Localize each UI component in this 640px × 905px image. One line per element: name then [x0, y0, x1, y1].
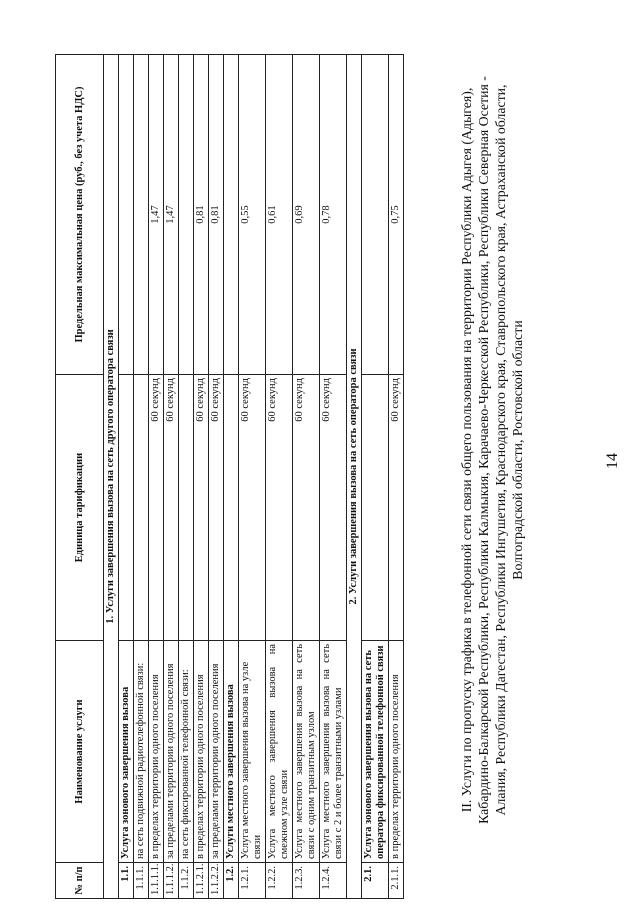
table-row — [179, 55, 194, 899]
row-unit: 60 секунд — [164, 375, 179, 641]
page-number: 14 — [604, 453, 621, 469]
row-name: на сеть подвижной радиотелефонной связи: — [134, 641, 149, 863]
section-1-title: 1. Услуги завершения вызова на сеть другого оператора связи — [104, 55, 119, 899]
row-unit: 60 секунд — [293, 375, 320, 641]
row-price — [179, 55, 194, 375]
table-row — [266, 55, 293, 899]
row-unit: 60 секунд — [266, 375, 293, 641]
row-price: 0,75 — [389, 55, 404, 375]
row-num: 1.2.4. — [320, 863, 347, 899]
table-row — [164, 55, 179, 899]
table-row — [119, 55, 134, 899]
row-price — [119, 55, 134, 375]
table-row — [362, 55, 389, 899]
row-name: за пределами территории одного поселения — [209, 641, 224, 863]
table-row — [224, 55, 239, 899]
row-unit: 60 секунд — [239, 375, 266, 641]
row-num: 1.1.1.2. — [164, 863, 179, 899]
header-price: Предельная максимальная цена (руб., без учета НДС) — [56, 55, 104, 375]
table-row — [194, 55, 209, 899]
row-price: 1,47 — [149, 55, 164, 375]
section-row — [104, 55, 119, 899]
row-num: 1.2.2. — [266, 863, 293, 899]
header-num: № п/п — [56, 863, 104, 899]
section-row — [347, 55, 362, 899]
row-unit: 60 секунд — [194, 375, 209, 641]
row-name: Услуга местного завершения вызова на узле связи — [239, 641, 266, 863]
table-header-row — [56, 55, 104, 899]
row-price — [224, 55, 239, 375]
table-row — [293, 55, 320, 899]
row-name: в пределах территории одного поселения — [194, 641, 209, 863]
row-unit: 60 секунд — [209, 375, 224, 641]
row-num: 1.1. — [119, 863, 134, 899]
header-name: Наименование услуги — [56, 641, 104, 863]
row-price: 0,81 — [209, 55, 224, 375]
row-unit — [362, 375, 389, 641]
row-num: 1.2.1. — [239, 863, 266, 899]
row-price: 0,78 — [320, 55, 347, 375]
row-price: 0,61 — [266, 55, 293, 375]
row-num: 1.1.2.2. — [209, 863, 224, 899]
row-unit — [224, 375, 239, 641]
header-unit: Единица тарификации — [56, 375, 104, 641]
row-price — [134, 55, 149, 375]
row-name: Услуга местного завершения вызова на сеть связи с одним транзитным узлом — [293, 641, 320, 863]
table-row — [239, 55, 266, 899]
table-row — [134, 55, 149, 899]
row-num: 1.2. — [224, 863, 239, 899]
row-num: 2.1. — [362, 863, 389, 899]
table-row — [149, 55, 164, 899]
row-unit: 60 секунд — [389, 375, 404, 641]
row-name: за пределами территории одного поселения — [164, 641, 179, 863]
row-name: Услуга зонового завершения вызова — [119, 641, 134, 863]
row-price — [362, 55, 389, 375]
row-name: на сеть фиксированной телефонной связи: — [179, 641, 194, 863]
row-num: 1.2.3. — [293, 863, 320, 899]
row-price: 1,47 — [164, 55, 179, 375]
row-name: Услуга местного завершения вызова на сеть связи с 2 и более транзитными узлами — [320, 641, 347, 863]
table-row — [389, 55, 404, 899]
row-name: Услуга зонового завершения вызова на сеть оператора фиксированной телефонной связи — [362, 641, 389, 863]
row-name: Услуга местного завершения вызова на смежном узле связи — [266, 641, 293, 863]
row-name: в пределах территории одного поселения — [149, 641, 164, 863]
row-unit: 60 секунд — [149, 375, 164, 641]
table-row — [320, 55, 347, 899]
section-2-title: 2. Услуги завершения вызова на сеть оператора связи — [347, 55, 362, 899]
row-name: Услуги местного завершения вызова — [224, 641, 239, 863]
section-title: II. Услуги по пропуску трафика в телефонной сети связи общего пользования на территории Республики Адыгея (Адыгея), Кабардино-Балкарской Республики, Республики Калмыкия, Карачаево-Черкесской Республики, Республики Северная Осетия - Алания, Республики Дагестан, Республики Ингушетия, Краснодарского края, Ставропольского края, Астраханской области, Волгоградской области, Ростовской области — [459, 76, 525, 824]
row-unit — [179, 375, 194, 641]
row-num: 1.1.1.1. — [149, 863, 164, 899]
row-unit — [134, 375, 149, 641]
row-price: 0,81 — [194, 55, 209, 375]
row-num: 2.1.1. — [389, 863, 404, 899]
row-num: 1.1.1. — [134, 863, 149, 899]
table-row — [209, 55, 224, 899]
tariff-table — [55, 54, 404, 899]
row-name: в пределах территории одного поселения — [389, 641, 404, 863]
row-price: 0,55 — [239, 55, 266, 375]
row-num: 1.1.2. — [179, 863, 194, 899]
row-price: 0,69 — [293, 55, 320, 375]
row-unit — [119, 375, 134, 641]
row-unit: 60 секунд — [320, 375, 347, 641]
row-num: 1.1.2.1. — [194, 863, 209, 899]
